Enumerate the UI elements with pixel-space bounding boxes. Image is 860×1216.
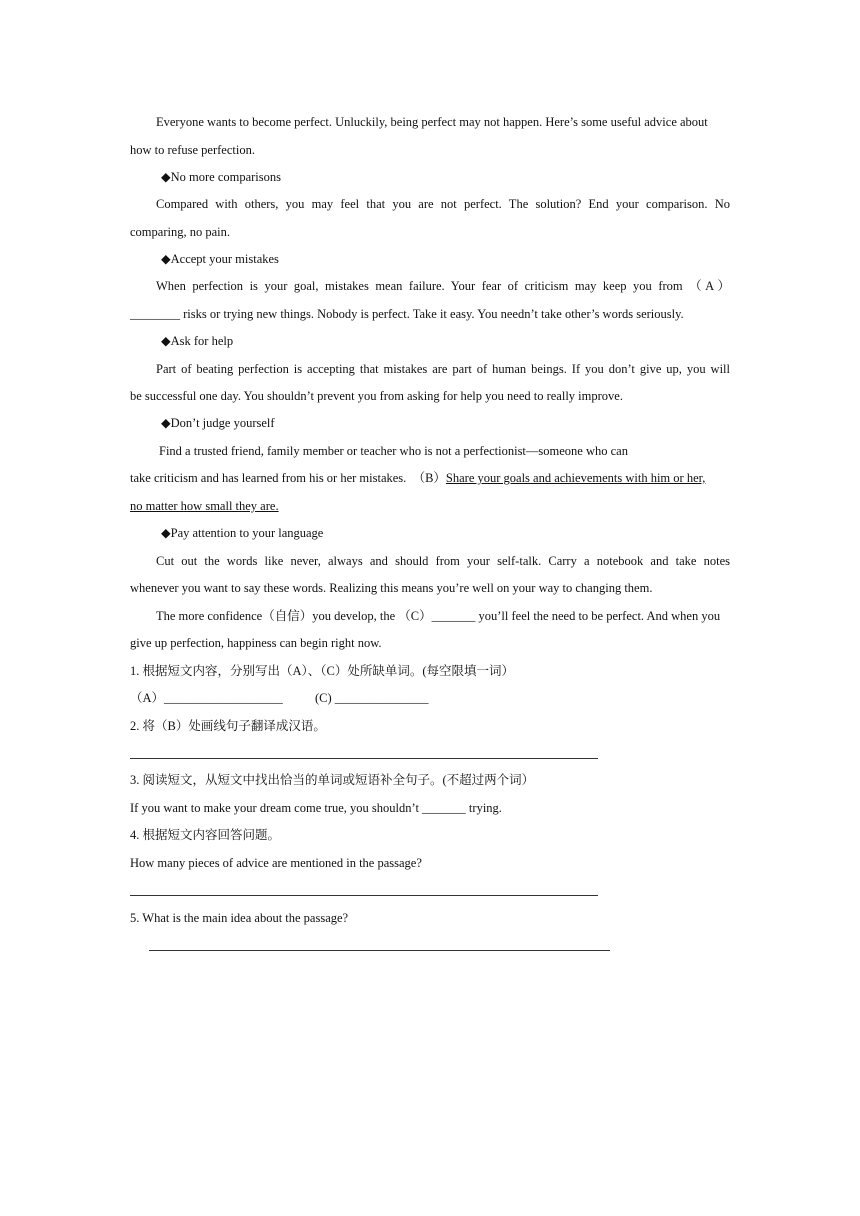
heading-pay-attention: ◆Pay attention to your language	[161, 526, 324, 540]
passage-p7-line2: give up perfection, happiness can begin right now.	[130, 636, 382, 650]
passage-p2-line2: comparing, no pain.	[130, 225, 230, 239]
question-1: 1. 根据短文内容，分别写出（A）、（C）处所缺单词。(每空限填一词）	[130, 664, 515, 678]
heading-ask-for-help: ◆Ask for help	[161, 334, 234, 348]
passage-p4-line1: Part of beating perfection is accepting that mistakes are part of human beings. If you don’t give up, you will	[156, 362, 730, 376]
passage-p3-line1: When perfection is your goal, mistakes mean failure. Your fear of criticism may keep you from （A）	[156, 279, 730, 293]
heading-accept-mistakes: ◆Accept your mistakes	[161, 252, 279, 266]
question-3-sentence: If you want to make your dream come true, you shouldn’t _______ trying.	[130, 801, 502, 815]
heading-no-more-comparisons: ◆No more comparisons	[161, 170, 282, 184]
answer-blank-a[interactable]: （A）___________________	[130, 691, 283, 705]
heading-dont-judge: ◆Don’t judge yourself	[161, 416, 275, 430]
passage-p7-line1: The more confidence（自信）you develop, the （C）_______ you’ll feel the need to be perfect. And when you	[156, 609, 721, 623]
passage-p3-line2: ________ risks or trying new things. Nobody is perfect. Take it easy. You needn’t take other’s words seriously.	[130, 307, 684, 321]
answer-blank-c[interactable]: (C) _______________	[315, 691, 429, 705]
answer-line-5[interactable]	[149, 950, 610, 951]
passage-p4-line2: be successful one day. You shouldn’t prevent you from asking for help you need to really improve.	[130, 389, 623, 403]
passage-p1-line2: how to refuse perfection.	[130, 143, 255, 157]
passage-p2-line1: Compared with others, you may feel that you are not perfect. The solution? End your comparison. No	[156, 197, 730, 211]
question-2: 2. 将（B）处画线句子翻译成汉语。	[130, 719, 326, 733]
underlined-sentence-b-cont: no matter how small they are.	[130, 499, 279, 513]
passage-p5-line1: Find a trusted friend, family member or teacher who is not a perfectionist—someone who can	[159, 444, 628, 458]
passage-p6-line1: Cut out the words like never, always and should from your self-talk. Carry a notebook and take notes	[156, 554, 730, 568]
passage-p5-line2	[130, 470, 705, 486]
passage-p1-line1: Everyone wants to become perfect. Unluckily, being perfect may not happen. Here’s some useful advice about	[156, 115, 708, 129]
question-5: 5. What is the main idea about the passage?	[130, 911, 349, 925]
answer-line-2[interactable]	[130, 758, 598, 759]
underlined-sentence-b: Share your goals and achievements with him or her,	[445, 471, 706, 485]
question-3: 3. 阅读短文，从短文中找出恰当的单词或短语补全句子。(不超过两个词）	[130, 773, 535, 787]
question-4: 4. 根据短文内容回答问题。	[130, 828, 281, 842]
passage-p5-line2-text: take criticism and has learned from his or her mistakes.	[130, 471, 407, 485]
question-4-prompt: How many pieces of advice are mentioned in the passage?	[130, 856, 422, 870]
passage-p6-line2: whenever you want to say these words. Realizing this means you’re well on your way to changing them.	[130, 581, 653, 595]
blank-b-marker: （B）	[412, 471, 446, 485]
answer-line-4[interactable]	[130, 895, 598, 896]
